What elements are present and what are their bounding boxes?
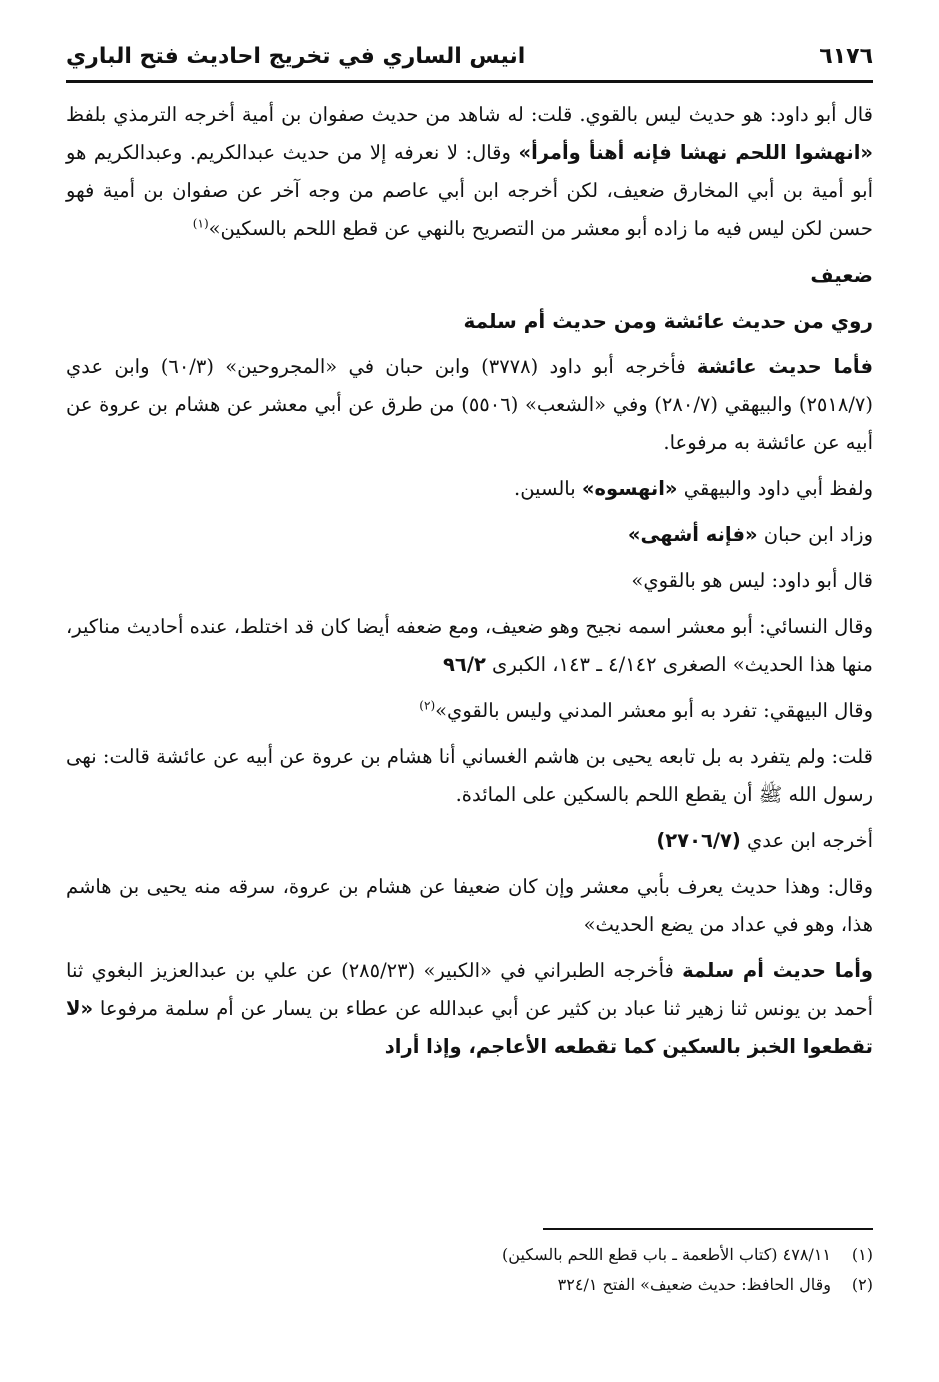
- footnote-ref-1: (١): [192, 216, 209, 231]
- footnote-ref-2: (٢): [419, 698, 436, 713]
- footnote-text: وقال الحافظ: حديث ضعيف» الفتح ٣٢٤/١: [557, 1275, 831, 1294]
- page-number: ٦١٧٦: [819, 43, 873, 69]
- paragraph-aisha: فأما حديث عائشة فأخرجه أبو داود (٣٧٧٨) وابن حبان في «المجروحين» (٦٠/٣) وابن عدي (٢٥١٨/٧) والبيهقي (٢٨٠/٧) وفي «الشعب» (٥٥٠٦) من طرق عن أبي معشر عن هشام بن عروة عن أبيه عن عائشة به مرفوعا.: [66, 355, 873, 454]
- paragraph-waqala: وقال: وهذا حديث يعرف بأبي معشر وإن كان ضعيفا عن هشام بن عروة، سرقه منه يحيى بن هاشم هذا، وهو في عداد من يضع الحديث»: [66, 875, 873, 936]
- bold-quote: «لا تقطعوا الخبز بالسكين كما تقطعه الأعاجم، وإذا أراد: [66, 997, 873, 1058]
- paragraph-bayhaqi: وقال البيهقي: تفرد به أبو معشر المدني وليس بالقوي»$^{(٢)}$: [419, 698, 873, 722]
- bold-quote: «انهسوه»: [581, 477, 678, 500]
- page-header: [66, 36, 873, 76]
- paragraph-lafz: ولفظ أبي داود والبيهقي «انهسوه» بالسين.: [514, 477, 873, 500]
- bold-quote: «انهشوا اللحم نهشا فإنه أهنأ وأمرأ»: [518, 141, 873, 164]
- bold-quote: «فإنه أشهى»: [627, 523, 758, 546]
- footnote-rule: [543, 1228, 873, 1230]
- book-title: انيس الساري في تخريج احاديث فتح الباري: [66, 43, 526, 69]
- footnotes: [66, 1240, 873, 1300]
- grade-heading: ضعيف: [810, 263, 873, 287]
- footnote-text: ٤٧٨/١١ (كتاب الأطعمة ـ باب قطع اللحم بالسكين): [502, 1245, 831, 1264]
- header-rule: [66, 80, 873, 83]
- paragraph-ibn-hibban: وزاد ابن حبان «فإنه أشهى»: [627, 523, 873, 546]
- paragraph-umm-salama: وأما حديث أم سلمة فأخرجه الطبراني في «الكبير» (٢٨٥/٢٣) عن علي بن عبدالعزيز البغوي ثنا أحمد بن يونس ثنا زهير ثنا عباد بن كثير عن أبي عبدالله عن عطاء بن يسار عن أم سلمة مرفوعا «لا تقطعوا الخبز بالسكين كما تقطعه الأعاجم، وإذا أراد: [66, 959, 873, 1058]
- footnote-number: (٢): [851, 1275, 873, 1294]
- paragraph-ibn-adi: أخرجه ابن عدي (٢٧٠٦/٧): [656, 829, 873, 852]
- paragraph-qultu: قلت: ولم يتفرد به بل تابعه يحيى بن هاشم الغساني أنا هشام بن عروة عن أبيه عن عائشة قالت: نهى رسول الله ﷺ أن يقطع اللحم بالسكين على المائدة.: [66, 745, 873, 806]
- main-text: [66, 96, 873, 1066]
- paragraph-1: قال أبو داود: هو حديث ليس بالقوي. قلت: له شاهد من حديث صفوان بن أمية أخرجه الترمذي بلفظ «انهشوا اللحم نهشا فإنه أهنأ وأمرأ» وقال: لا نعرفه إلا من حديث عبدالكريم. وعبدالكريم هو أبو أمية بن أبي المخارق ضعيف، لكن أخرجه ابن أبي عاصم من وجه آخر عن صفوان بن أمية فهو حسن لكن ليس فيه ما زاده أبو معشر من التصريح بالنهي عن قطع اللحم بالسكين»$^{(١)}$: [66, 103, 873, 240]
- paragraph-nasai: وقال النسائي: أبو معشر اسمه نجيح وهو ضعيف، ومع ضعفه أيضا كان قد اختلط، عنده أحاديث مناكير، منها هذا الحديث» الصغرى ٤/١٤٢ ـ ١٤٣، الكبرى ٩٦/٢: [66, 615, 873, 676]
- bold-lead: فأما حديث عائشة: [696, 355, 873, 378]
- paragraph-abu-dawud: قال أبو داود: ليس هو بالقوي»: [631, 569, 873, 592]
- footnote-number: (١): [851, 1245, 873, 1264]
- bold-lead: وأما حديث أم سلمة: [682, 959, 873, 982]
- narration-heading: روي من حديث عائشة ومن حديث أم سلمة: [463, 309, 873, 333]
- footnote-1: [66, 1240, 873, 1270]
- footnote-2: [66, 1270, 873, 1300]
